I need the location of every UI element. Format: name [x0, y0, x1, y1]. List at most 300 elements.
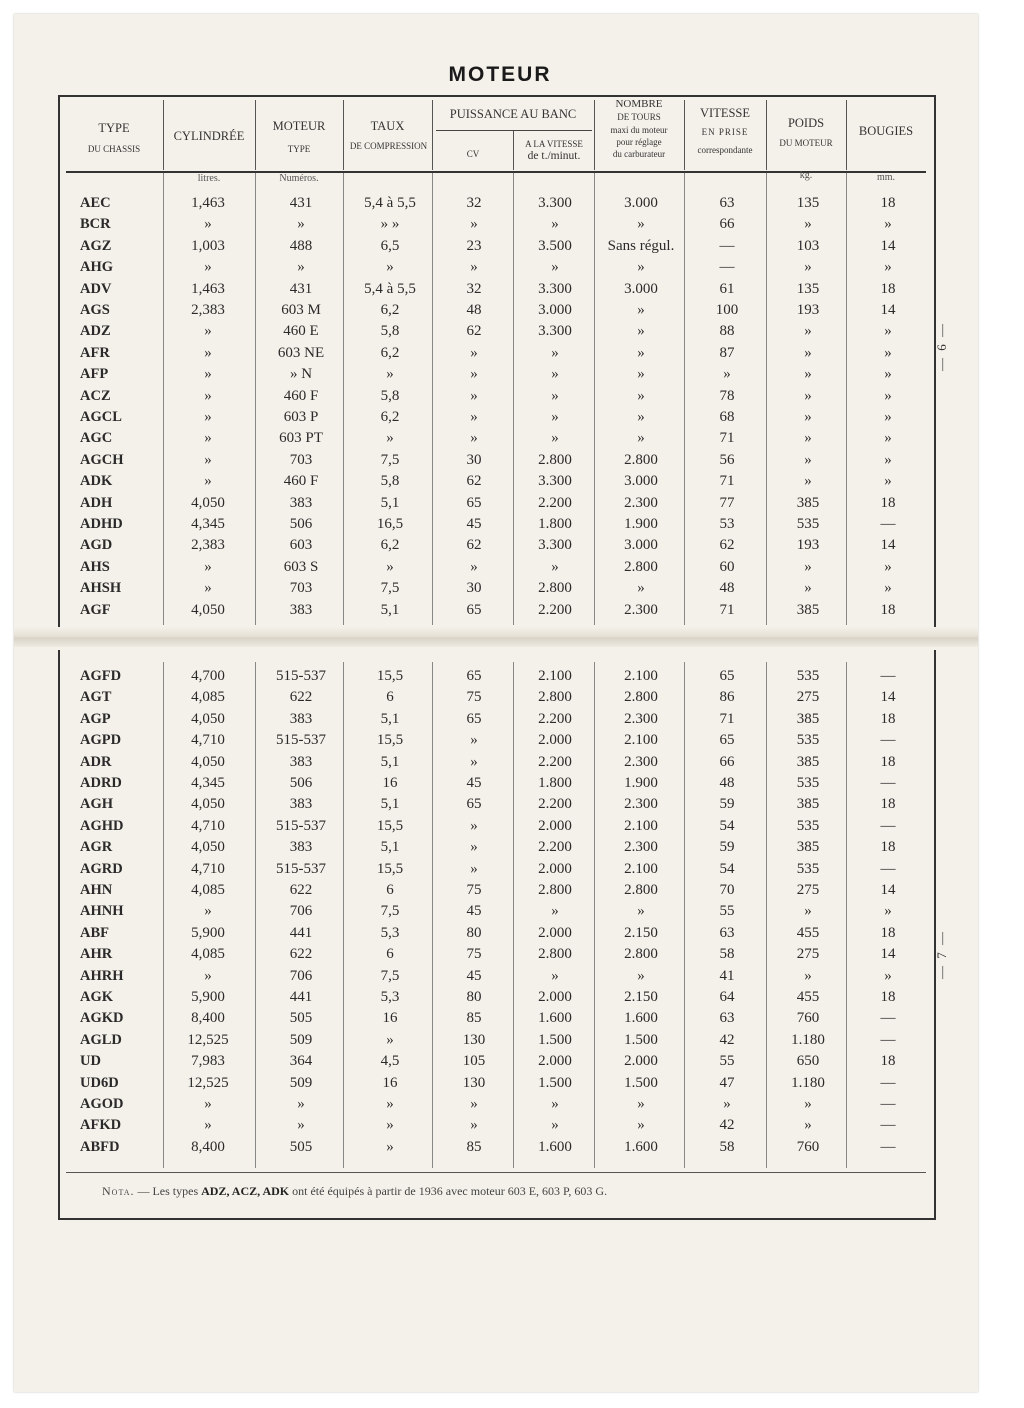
chassis-type-cell: AGH [80, 796, 114, 813]
table-cell: 6 [386, 689, 394, 706]
table-cell: 5,1 [380, 796, 400, 813]
table-cell: 71 [719, 430, 735, 447]
table-cell: 2.200 [538, 753, 572, 770]
table-cell: 32 [466, 280, 482, 297]
table-cell: 12,525 [187, 1074, 229, 1091]
table-cell: 2.000 [538, 924, 572, 941]
table-cell: 18 [880, 1053, 896, 1070]
table-cell: » [386, 1031, 394, 1048]
table-row [60, 471, 932, 491]
table-cell: 2,383 [191, 302, 225, 318]
table-row [60, 773, 932, 793]
table-row [60, 1094, 932, 1114]
table-cell: 460 E [283, 323, 319, 340]
table-cell: 383 [289, 796, 313, 813]
table-cell: 63 [719, 924, 735, 941]
chassis-type-cell: AGF [80, 601, 111, 618]
chassis-type-cell: UD6D [80, 1074, 119, 1091]
table-cell: » [386, 259, 394, 276]
table-cell: 42 [719, 1117, 735, 1134]
header-taux-sub: DE COMPRESSION [349, 141, 428, 151]
table-cell: 5,4 à 5,5 [364, 195, 416, 211]
table-cell: 2.000 [538, 732, 572, 749]
table-row [60, 407, 932, 427]
table-cell: 385 [796, 753, 820, 770]
table-cell: » [723, 1096, 731, 1112]
table-row [60, 557, 932, 577]
table-cell: 622 [289, 946, 313, 963]
table-cell: 2.800 [624, 558, 658, 575]
table-cell: » [637, 387, 645, 404]
table-cell: 506 [289, 775, 313, 791]
table-cell: » [551, 216, 559, 233]
table-cell: 48 [719, 580, 735, 597]
table-cell: 383 [289, 753, 313, 770]
chassis-type-cell: AGP [80, 710, 111, 727]
table-cell: » [470, 753, 478, 770]
table-cell: 535 [796, 668, 820, 684]
table-cell: 78 [719, 387, 735, 404]
chassis-type-cell: AGT [80, 689, 112, 706]
table-cell: 1.900 [624, 775, 658, 791]
chassis-type-cell: ADV [80, 280, 112, 297]
chassis-type-cell: AGD [80, 537, 113, 554]
table-cell: 68 [719, 409, 735, 425]
table-cell: 535 [796, 817, 820, 834]
table-cell: » [204, 558, 212, 575]
table-cell: 3.300 [538, 195, 572, 211]
header-moteur: MOTEUR [272, 119, 326, 133]
table-cell: 2.100 [624, 860, 658, 877]
chassis-type-cell: ADZ [80, 323, 111, 340]
table-cell: 1.600 [538, 1010, 572, 1027]
header-type-sub: DU CHASSIS [87, 144, 141, 154]
chassis-type-cell: AHRH [80, 967, 124, 984]
chassis-type-cell: AGCL [80, 409, 122, 425]
table-cell: — [880, 1010, 896, 1027]
table-cell: 63 [719, 195, 735, 211]
header-divider [594, 100, 595, 170]
table-cell: 18 [880, 796, 896, 813]
table-cell: 15,5 [376, 817, 404, 834]
table-cell: 535 [796, 516, 820, 532]
header-divider [255, 100, 256, 170]
header-cv: CV [466, 149, 480, 159]
table-cell: 85 [466, 1010, 482, 1027]
table-cell: 385 [796, 601, 820, 618]
table-cell: 383 [289, 601, 313, 618]
table-cell: » [297, 259, 305, 276]
table-cell: 4,710 [191, 817, 225, 834]
table-cell: 5,8 [380, 473, 400, 490]
table-cell: 85 [466, 1138, 482, 1155]
table-cell: » [884, 344, 892, 361]
table-cell: » [204, 451, 212, 468]
table-cell: 5,900 [191, 924, 225, 941]
table-cell: 45 [466, 775, 482, 791]
table-cell: 4,710 [191, 860, 225, 877]
chassis-type-cell: AHR [80, 946, 113, 963]
table-cell: 2.100 [624, 668, 658, 684]
header-taux: TAUX [370, 119, 405, 133]
table-cell: » [204, 903, 212, 920]
table-cell: » [204, 1096, 212, 1112]
table-cell: 62 [466, 473, 482, 490]
chassis-type-cell: AGK [80, 989, 114, 1005]
table-cell: » N [289, 366, 313, 383]
chassis-type-cell: UD [80, 1053, 101, 1070]
table-cell: 86 [719, 689, 735, 706]
table-cell: 2.800 [624, 882, 658, 898]
table-cell: » [884, 259, 892, 276]
table-row [60, 236, 932, 256]
table-cell: 63 [719, 1010, 735, 1027]
table-cell: — [880, 860, 896, 877]
table-cell: » [637, 580, 645, 597]
nota-types: ADZ, ACZ, ADK [201, 1184, 290, 1198]
table-cell: » [637, 323, 645, 340]
table-cell: » [470, 1117, 478, 1134]
table-cell: 385 [796, 494, 820, 511]
table-cell: 65 [466, 668, 482, 684]
table-row [60, 193, 932, 213]
table-cell: 4,050 [191, 796, 225, 813]
table-row [60, 923, 932, 943]
table-cell: » [804, 1096, 812, 1112]
table-row [60, 794, 932, 814]
table-cell: 18 [880, 195, 896, 211]
header-divider [846, 100, 847, 170]
header-divider [684, 100, 685, 170]
table-cell: » [804, 387, 812, 404]
table-cell: » [204, 259, 212, 276]
table-row [60, 343, 932, 363]
table-cell: 5,8 [380, 323, 400, 340]
table-cell: 15,5 [376, 732, 404, 749]
table-cell: — [880, 1117, 896, 1134]
table-cell: 455 [796, 924, 820, 941]
table-cell: » [637, 430, 645, 447]
table-cell: 3.500 [538, 237, 572, 254]
table-cell: — [880, 775, 896, 791]
table-cell: 48 [719, 775, 735, 791]
unit-litres: litres. [197, 173, 221, 184]
table-cell: 275 [796, 882, 820, 898]
table-cell: » [804, 903, 812, 920]
table-cell: 1.900 [624, 516, 658, 532]
table-cell: » [884, 323, 892, 340]
table-cell: 75 [466, 882, 482, 898]
table-row [60, 600, 932, 620]
table-cell: 30 [466, 451, 482, 468]
table-cell: » » [380, 216, 400, 233]
table-cell: 1.180 [791, 1031, 825, 1048]
chassis-type-cell: ADH [80, 494, 113, 511]
table-cell: » [551, 387, 559, 404]
table-cell: » [386, 1138, 394, 1155]
table-cell: 16 [382, 1074, 398, 1091]
table-cell: 14 [880, 537, 896, 554]
table-cell: 2.100 [538, 668, 572, 684]
table-cell: 703 [289, 451, 313, 468]
table-cell: — [880, 668, 896, 684]
table-cell: » [884, 903, 892, 920]
chassis-type-cell: AGCH [80, 451, 124, 468]
table-cell: 4,085 [191, 689, 225, 706]
table-cell: » [804, 430, 812, 447]
table-cell: 4,050 [191, 494, 225, 511]
table-cell: 5,4 à 5,5 [364, 280, 416, 297]
header-divider [432, 100, 433, 170]
table-cell: » [386, 558, 394, 575]
table-cell: 488 [289, 237, 313, 254]
table-cell: 62 [719, 537, 735, 554]
table-cell: » [386, 366, 394, 383]
table-cell: 2.000 [624, 1053, 658, 1070]
header-divider [343, 100, 344, 170]
table-cell: 130 [462, 1031, 486, 1048]
page-number-6: — 6 — [934, 322, 949, 371]
table-cell: 622 [289, 689, 313, 706]
table-cell: 603 P [283, 409, 319, 425]
table-cell: 509 [289, 1031, 313, 1048]
header-vitesse-banc-sub: de t./minut. [527, 150, 581, 162]
table-cell: » [884, 558, 892, 575]
table-cell: » [551, 409, 559, 425]
header-divider [513, 131, 514, 170]
table-cell: 703 [289, 580, 313, 597]
table-cell: » [723, 366, 731, 383]
table-cell: 441 [289, 924, 313, 941]
table-cell: 80 [466, 989, 482, 1005]
table-row [60, 666, 932, 686]
table-cell: 64 [719, 989, 735, 1005]
unit-numeros: Numéros. [279, 173, 319, 184]
page-title: MOTEUR [448, 63, 552, 86]
table-cell: » [804, 473, 812, 490]
table-cell: 18 [880, 989, 896, 1005]
table-cell: — [880, 817, 896, 834]
table-cell: » [551, 1096, 559, 1112]
chassis-type-cell: AGFD [80, 668, 122, 684]
table-cell: 2.000 [538, 989, 572, 1005]
table-cell: 30 [466, 580, 482, 597]
table-cell: 7,5 [380, 451, 400, 468]
table-cell: 1.500 [538, 1074, 572, 1091]
table-cell: 431 [289, 195, 313, 211]
table-cell: 515-537 [276, 668, 326, 684]
table-cell: 7,983 [191, 1053, 225, 1070]
table-cell: 55 [719, 903, 735, 920]
table-cell: 2,383 [191, 537, 225, 554]
table-cell: 65 [719, 732, 735, 749]
table-cell: 5,1 [380, 601, 400, 618]
table-cell: 42 [719, 1031, 735, 1048]
table-cell: 15,5 [376, 860, 404, 877]
table-cell: 2.300 [624, 796, 658, 813]
table-cell: 16,5 [376, 516, 404, 532]
table-cell: 88 [719, 323, 735, 340]
table-cell: 1,463 [191, 195, 225, 211]
table-cell: 66 [719, 216, 735, 233]
table-cell: 2.800 [538, 580, 572, 597]
table-cell: 16 [382, 775, 398, 791]
table-cell: 56 [719, 451, 735, 468]
table-cell: 8,400 [191, 1010, 225, 1027]
table-cell: » [204, 344, 212, 361]
table-cell: 2.800 [538, 451, 572, 468]
table-cell: 130 [462, 1074, 486, 1091]
table-cell: » [884, 473, 892, 490]
table-cell: 4,5 [380, 1053, 400, 1070]
table-cell: » [551, 366, 559, 383]
table-row [60, 687, 932, 707]
table-cell: » [804, 409, 812, 425]
table-cell: — [719, 237, 735, 254]
table-cell: » [470, 259, 478, 276]
table-cell: 2.200 [538, 494, 572, 511]
table-cell: » [804, 451, 812, 468]
table-cell: 1.600 [624, 1138, 658, 1155]
table-cell: 48 [466, 302, 482, 318]
table-cell: 59 [719, 839, 735, 856]
table-cell: » [204, 580, 212, 597]
table-cell: 603 NE [277, 344, 325, 361]
table-cell: » [637, 409, 645, 425]
table-cell: » [804, 323, 812, 340]
table-cell: 706 [289, 967, 313, 984]
table-cell: 1.600 [538, 1138, 572, 1155]
table-cell: 14 [880, 689, 896, 706]
table-cell: 58 [719, 1138, 735, 1155]
table-cell: 5,1 [380, 839, 400, 856]
table-row [60, 279, 932, 299]
table-cell: 7,5 [380, 580, 400, 597]
table-cell: » [637, 216, 645, 233]
header-nombre-sub1: DE TOURS [617, 112, 661, 122]
table-cell: 1.800 [538, 775, 572, 791]
chassis-type-cell: AGC [80, 430, 113, 447]
table-row [60, 300, 932, 320]
header-cylindree: CYLINDRÉE [173, 129, 245, 143]
table-cell: 2.150 [624, 924, 658, 941]
table-cell: 3.300 [538, 323, 572, 340]
table-cell: » [884, 216, 892, 233]
table-row [60, 1073, 932, 1093]
table-cell: 385 [796, 839, 820, 856]
table-cell: 5,900 [191, 989, 225, 1005]
table-cell: 53 [719, 516, 735, 532]
table-cell: 62 [466, 323, 482, 340]
table-cell: » [884, 387, 892, 404]
table-cell: » [551, 259, 559, 276]
table-cell: 4,085 [191, 882, 225, 898]
page-number-7: — 7 — [934, 930, 949, 979]
header-bougies: BOUGIES [858, 124, 914, 138]
table-cell: 2.300 [624, 601, 658, 618]
table-cell: 14 [880, 882, 896, 898]
table-cell: 4,050 [191, 839, 225, 856]
table-cell: 1.500 [538, 1031, 572, 1048]
table-cell: » [470, 366, 478, 383]
table-cell: 3.000 [624, 280, 658, 297]
table-cell: 3.300 [538, 280, 572, 297]
table-cell: 2.800 [624, 451, 658, 468]
table-cell: 7,5 [380, 903, 400, 920]
table-cell: 61 [719, 280, 735, 297]
table-cell: 47 [719, 1074, 735, 1091]
table-cell: 5,8 [380, 387, 400, 404]
table-row [60, 493, 932, 513]
table-cell: » [297, 1117, 305, 1134]
table-cell: 2.100 [624, 732, 658, 749]
table-cell: 4,050 [191, 710, 225, 727]
table-cell: 6,2 [380, 537, 400, 554]
table-cell: 4,345 [191, 516, 225, 532]
table-cell: 5,1 [380, 710, 400, 727]
table-cell: 2.150 [624, 989, 658, 1005]
table-cell: » [470, 732, 478, 749]
table-cell: 2.300 [624, 710, 658, 727]
header-divider [766, 100, 767, 170]
chassis-type-cell: ADRD [80, 775, 122, 791]
table-cell: 4,050 [191, 601, 225, 618]
table-cell: 2.800 [538, 946, 572, 963]
table-cell: 3.000 [624, 537, 658, 554]
table-cell: 71 [719, 473, 735, 490]
table-cell: 431 [289, 280, 313, 297]
table-cell: — [880, 516, 896, 532]
table-cell: — [880, 1031, 896, 1048]
nota-text-after: ont été équipés à partir de 1936 avec moteur 603 E, 603 P, 603 G. [289, 1184, 608, 1198]
table-cell: 2.200 [538, 796, 572, 813]
table-cell: 75 [466, 946, 482, 963]
table-cell: — [719, 259, 735, 276]
table-cell: » [470, 817, 478, 834]
table-cell: » [804, 344, 812, 361]
chassis-type-cell: ABF [80, 924, 109, 941]
table-cell: 3.300 [538, 537, 572, 554]
header-nombre: NOMBRE [615, 98, 663, 110]
table-cell: 65 [466, 710, 482, 727]
table-cell: 193 [796, 302, 820, 318]
table-cell: » [804, 216, 812, 233]
table-row [60, 450, 932, 470]
table-cell: 65 [466, 601, 482, 618]
table-cell: 62 [466, 537, 482, 554]
table-cell: 18 [880, 710, 896, 727]
chassis-type-cell: AGZ [80, 237, 112, 254]
header-poids: POIDS [787, 116, 825, 130]
table-cell: 58 [719, 946, 735, 963]
chassis-type-cell: AGOD [80, 1096, 124, 1112]
header-poids-sub: DU MOTEUR [779, 138, 833, 148]
table-cell: 1.600 [624, 1010, 658, 1027]
table-cell: 7,5 [380, 967, 400, 984]
table-cell: 4,050 [191, 753, 225, 770]
nota-label: Nota. [102, 1184, 135, 1198]
table-cell: » [884, 451, 892, 468]
table-cell: » [470, 860, 478, 877]
table-cell: 14 [880, 237, 896, 254]
table-cell: 41 [719, 967, 735, 984]
table-cell: 71 [719, 710, 735, 727]
table-cell: 71 [719, 601, 735, 618]
table-cell: 1.800 [538, 516, 572, 532]
table-cell: 383 [289, 494, 313, 511]
table-cell: » [551, 344, 559, 361]
chassis-type-cell: ADHD [80, 516, 123, 532]
